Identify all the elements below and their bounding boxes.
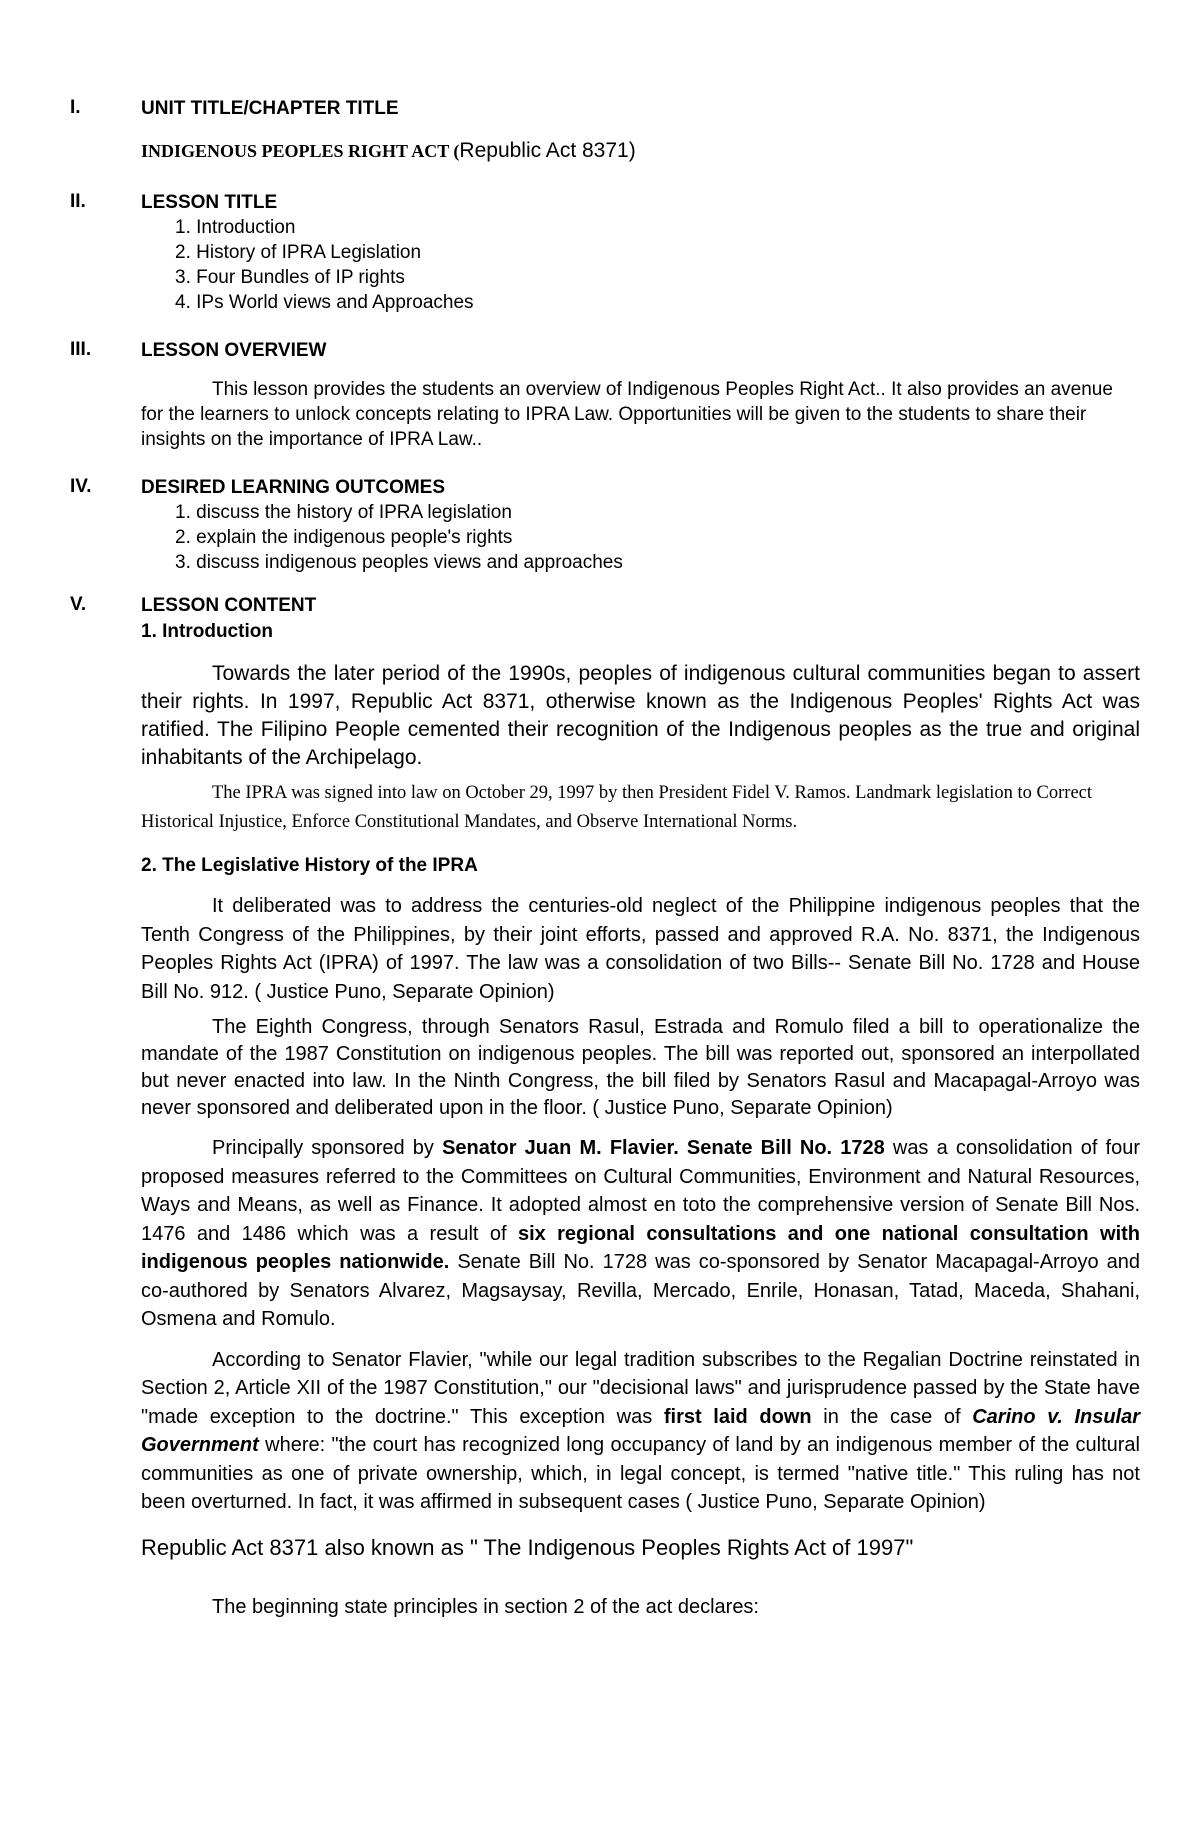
text-run-bold: first laid down — [663, 1405, 812, 1428]
history-paragraph-3 — [141, 1134, 1140, 1334]
subheading-introduction: 1. Introduction — [141, 621, 273, 642]
principles-line: The beginning state principles in section 2 of the act declares: — [212, 1595, 759, 1618]
list-item: 2. explain the indigenous people's rights — [175, 527, 513, 548]
section-learning-outcomes — [70, 476, 1140, 575]
text-run: where: "the court has recognized long occupancy of land by an indigenous member of the cultural communities as one of private ownership, which, in legal concept, is termed "native title." This ruling has not been overturned. In fact, it was affirmed in subsequent cases ( Justice Puno, Separate Opinion) — [141, 1434, 1140, 1513]
history-paragraph-4 — [141, 1346, 1140, 1517]
list-item: 2. History of IPRA Legislation — [175, 242, 422, 263]
section-unit-title — [70, 97, 1140, 166]
outcomes-list — [175, 500, 1140, 575]
chapter-title-bold: INDIGENOUS PEOPLES RIGHT ACT ( — [141, 141, 460, 161]
subheading-legislative-history: 2. The Legislative History of the IPRA — [141, 855, 478, 876]
text-run: in the case of — [811, 1405, 973, 1428]
overview-paragraph: This lesson provides the students an overview of Indigenous Peoples Right Act.. It also provides an avenue for the learners to unlock concepts relating to IPRA Law. Opportunities will be given to the students to share their insights on the importance of IPRA Law.. — [141, 379, 1113, 450]
republic-act-line: Republic Act 8371 also known as " The Indigenous Peoples Rights Act of 1997" — [141, 1534, 914, 1560]
list-item: 1. discuss the history of IPRA legislation — [175, 502, 512, 523]
section-lesson-title — [70, 191, 1140, 315]
chapter-title — [141, 138, 1140, 166]
list-item: 1. Introduction — [175, 217, 296, 238]
chapter-title-rest: Republic Act 8371) — [459, 139, 636, 162]
lesson-title-list — [175, 215, 1140, 315]
section-heading: DESIRED LEARNING OUTCOMES — [141, 477, 446, 498]
section-lesson-overview — [70, 339, 1140, 452]
section-number: I. — [70, 97, 81, 118]
list-item: 3. Four Bundles of IP rights — [175, 267, 405, 288]
history-paragraph-2: The Eighth Congress, through Senators Rasul, Estrada and Romulo filed a bill to operationalize the mandate of the 1987 Constitution on indigenous peoples. The bill was reported out, sponsored an interpollated but never enacted into law. In the Ninth Congress, the bill filed by Senators Rasul and Macapagal-Arroyo was never sponsored and deliberated upon in the floor. ( Justice Puno, Separate Opinion) — [141, 1016, 1140, 1119]
text-run-bold: six regional consultations and one national consultation with indigenous peoples nationwide. — [141, 1222, 1140, 1273]
intro-paragraph: Towards the later period of the 1990s, peoples of indigenous cultural communities began to assert their rights. In 1997, Republic Act 8371, otherwise known as the Indigenous Peoples' Rights Act was ratified. The Filipino People cemented their recognition of the Indigenous peoples as the true and original inhabitants of the Archipelago. — [141, 662, 1140, 769]
list-item: 3. discuss indigenous peoples views and approaches — [175, 552, 623, 573]
text-run: Principally sponsored by — [212, 1137, 443, 1159]
section-heading: LESSON OVERVIEW — [141, 340, 327, 361]
list-item: 4. IPs World views and Approaches — [175, 292, 474, 313]
section-number: V. — [70, 594, 87, 615]
text-run: Senate Bill No. 1728 was co-sponsored by Senator Macapagal-Arroyo and co-authored by Senators Alvarez, Magsaysay, Revilla, Mercado, Enrile, Honasan, Tatad, Maceda, Shahani, Osmena and Romulo. — [141, 1251, 1141, 1330]
text-run-bold: Senator Juan M. Flavier. Senate Bill No. 1728 — [442, 1137, 885, 1159]
text-run: According to Senator Flavier, "while our legal tradition subscribes to the Regalian Doctrine reinstated in Section 2, Article XII of the 1987 Constitution," our "decisional laws" and jurisprudence passed by the State have "made exception to the doctrine." This exception was — [141, 1348, 1140, 1428]
section-lesson-content — [70, 594, 1140, 1621]
intro-signing-paragraph: The IPRA was signed into law on October 29, 1997 by then President Fidel V. Ramos. Landmark legislation to Correct Historical Injustice, Enforce Constitutional Mandates, and Observe International Norms. — [141, 783, 1093, 832]
section-number: II. — [70, 191, 86, 212]
section-heading: LESSON CONTENT — [141, 595, 317, 616]
section-heading: UNIT TITLE/CHAPTER TITLE — [141, 98, 399, 119]
section-number: IV. — [70, 476, 92, 497]
section-heading: LESSON TITLE — [141, 192, 278, 213]
text-run: was a consolidation of four proposed measures referred to the Committees on Cultural Communities, Environment and Natural Resources, Ways and Means, as well as Finance. It adopted almost en toto the comprehensive version of Senate Bill Nos. 1476 and 1486 which was a result of — [141, 1137, 1140, 1245]
section-number: III. — [70, 339, 92, 360]
history-paragraph-1: It deliberated was to address the centuries-old neglect of the Philippine indigenous peoples that the Tenth Congress of the Philippines, by their joint efforts, passed and approved R.A. No. 8371, the Indigenous Peoples Rights Act (IPRA) of 1997. The law was a consolidation of two Bills-- Senate Bill No. 1728 and House Bill No. 912. ( Justice Puno, Separate Opinion) — [141, 895, 1140, 1003]
case-name: Carino v. Insular Government — [141, 1405, 1141, 1456]
